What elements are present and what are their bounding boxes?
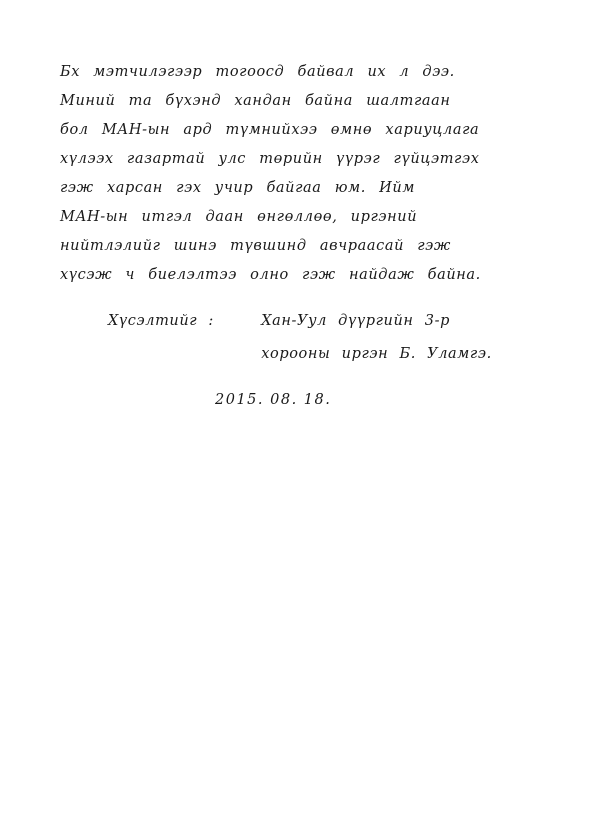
signature-row-2: [108, 338, 528, 371]
letter-line: МАН-ын итгэл даан өнгөллөө, иргэний: [60, 209, 418, 225]
letter-date: 2015. 08. 18.: [215, 392, 332, 408]
letter-line: Бх мэтчилэгээр тогоосд байвал их л дээ.: [60, 64, 455, 80]
letter-line: нийтлэлийг шинэ түвшинд авчраасай гэж: [60, 238, 451, 254]
letter-line: хүсэж ч биелэлтээ олно гэж найдаж байна.: [60, 267, 481, 283]
letter-line: бол МАН-ын ард түмнийхээ өмнө хариуцлага: [60, 122, 480, 138]
signature-row-1: [108, 305, 528, 338]
letter-line: хүлээх газартай улс төрийн үүрэг гүйцэтгэх: [60, 151, 480, 167]
signature-line-1: Хан-Уул дүүргийн 3-р: [261, 313, 450, 329]
signature-block: [108, 305, 528, 371]
signature-label: Хүсэлтийг :: [108, 313, 214, 329]
letter-line: гэж харсан гэх учир байгаа юм. Ийм: [60, 180, 415, 196]
letter-line: Миний та бүхэнд хандан байна шалтгаан: [60, 93, 451, 109]
letter-body: [60, 58, 530, 290]
signature-line-2: хорооны иргэн Б. Уламгэ.: [261, 346, 492, 362]
